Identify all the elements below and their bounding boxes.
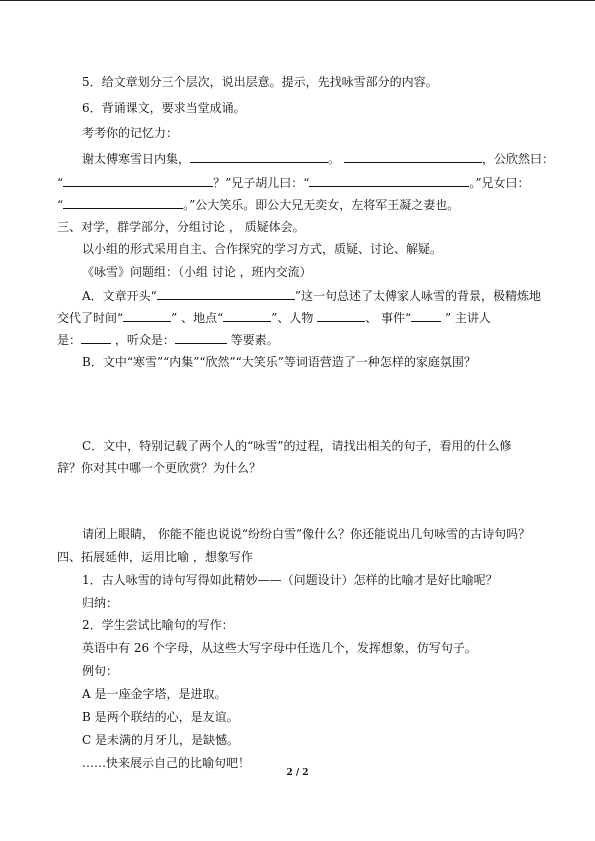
- question-text: ”这一句总述了太傅家人咏雪的背景，极精炼地: [294, 289, 541, 303]
- blank-field[interactable]: [123, 310, 171, 322]
- recitation-text: 。: [328, 152, 341, 166]
- question-text: ” 、地点“: [171, 311, 224, 325]
- recitation-text: ？”兄子胡儿曰：“: [213, 176, 310, 190]
- question-text: A．文章开头“: [82, 289, 157, 303]
- blank-field[interactable]: [309, 175, 469, 187]
- recitation-line-3: [57, 197, 459, 211]
- section-3-description: 以小组的形式采用自主、合作探究的学习方式，质疑、讨论、解疑。: [82, 242, 443, 256]
- ending-prompt: ……快来展示自己的比喻句吧！: [82, 756, 251, 770]
- blank-field[interactable]: [63, 175, 213, 187]
- close-eyes-prompt: 请闭上眼睛， 你能不能也说说“纷纷白雪”像什么？你还能说出几句咏雪的古诗句吗？: [82, 527, 531, 541]
- page-top-border: [0, 0, 595, 1]
- question-group-title: 《咏雪》问题组：（小组 讨论 ，班内交流）: [82, 265, 312, 279]
- example-label: 例句：: [82, 664, 119, 678]
- question-c-line-2: 辞？你对其中哪一个更欣赏？为什么？: [57, 461, 262, 475]
- blank-field[interactable]: [81, 332, 111, 344]
- recitation-text: ，公欣然曰：: [482, 152, 555, 166]
- question-text: ”、人物: [271, 311, 318, 325]
- section-3-heading: 三、对学，群学部分，分组讨论 ， 质疑体会。: [57, 220, 305, 234]
- section-4-item-2: 2．学生尝试比喻句的写作：: [82, 618, 234, 632]
- question-text: 交代了时间“: [57, 311, 124, 325]
- memory-test-heading: 考考你的记忆力：: [82, 126, 179, 140]
- example-b: B 是两个联结的心，是友谊。: [82, 710, 239, 724]
- recitation-text: “: [57, 198, 64, 212]
- recitation-text: “: [57, 176, 64, 190]
- section-4-heading: 四、拓展延伸，运用比喻 ，想象写作: [57, 550, 253, 564]
- summary-label: 归纳：: [82, 596, 119, 610]
- recitation-text: 。”兄女曰：: [469, 176, 530, 190]
- blank-field[interactable]: [411, 310, 441, 322]
- page-number: 2 / 2: [286, 768, 309, 778]
- blank-field[interactable]: [223, 310, 271, 322]
- question-text: 等要素。: [226, 333, 279, 347]
- blank-field[interactable]: [344, 151, 482, 163]
- blank-field[interactable]: [190, 151, 328, 163]
- question-a-line-2: [57, 310, 491, 324]
- question-c-line-1: C．文中，特别记载了两个人的“咏雪”的过程，请找出相关的句子，看用的什么修: [82, 439, 512, 453]
- example-c: C 是未满的月牙儿，是缺憾。: [82, 733, 239, 747]
- question-6: 6．背诵课文，要求当堂成诵。: [82, 101, 246, 115]
- blank-field[interactable]: [63, 197, 183, 209]
- question-a-line-1: [82, 288, 541, 302]
- english-letters-instruction: 英语中有 26 个字母，从这些大写字母中任选几个，发挥想象，仿写句子。: [82, 641, 477, 655]
- blank-field[interactable]: [175, 332, 227, 344]
- question-text: 、 事件“: [365, 311, 412, 325]
- question-text: 是：: [57, 333, 82, 347]
- recitation-line-1: [82, 151, 554, 165]
- recitation-text: 。”公大笑乐。即公大兄无奕女，左将军王凝之妻也。: [183, 198, 460, 212]
- question-a-line-3: [57, 332, 279, 346]
- question-b: B．文中“寒雪”“内集”“欣然”“大笑乐”等词语营造了一种怎样的家庭氛围？: [82, 355, 476, 369]
- recitation-line-2: [57, 175, 530, 189]
- example-a: A 是一座金字塔，是进取。: [82, 687, 227, 701]
- question-text: ” 主讲人: [441, 311, 491, 325]
- question-5: 5．给文章划分三个层次，说出层意。提示，先找咏雪部分的内容。: [82, 75, 438, 89]
- blank-field[interactable]: [317, 310, 365, 322]
- question-text: ，听众是：: [111, 333, 175, 347]
- recitation-text: 谢太傅寒雪日内集，: [82, 152, 191, 166]
- section-4-item-1: 1．古人咏雪的诗句写得如此精妙——（问题设计）怎样的比喻才是好比喻呢？: [82, 573, 498, 587]
- blank-field[interactable]: [157, 288, 295, 300]
